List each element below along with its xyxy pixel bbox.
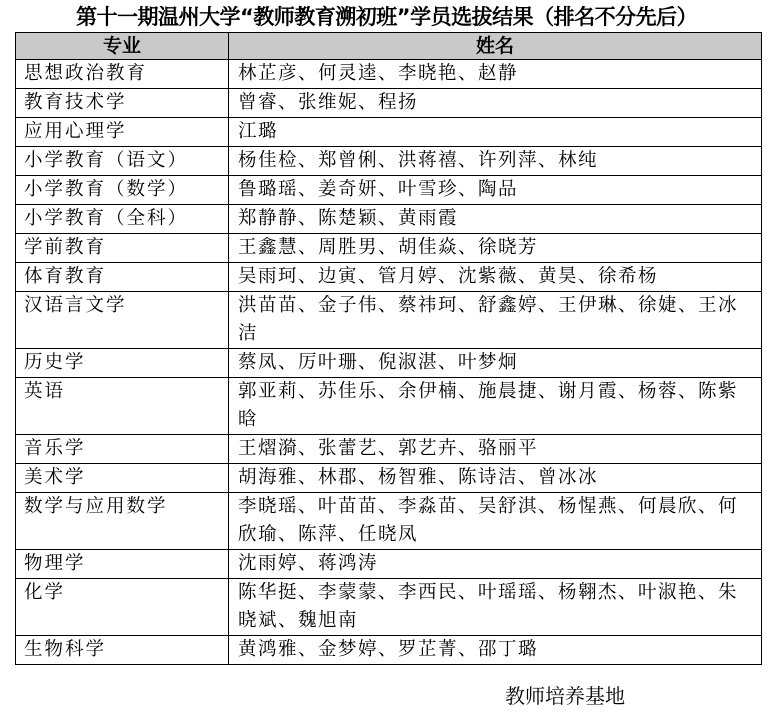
cell-names: 郭亚莉、苏佳乐、余伊楠、施晨捷、谢月霞、杨蓉、陈紫晗	[229, 378, 762, 435]
table-row	[16, 89, 762, 118]
cell-major: 音乐学	[16, 435, 229, 464]
table-header-row	[16, 33, 762, 60]
cell-major: 教育技术学	[16, 89, 229, 118]
cell-names: 王熠漪、张蕾艺、郭艺卉、骆丽平	[229, 435, 762, 464]
table-row	[16, 205, 762, 234]
cell-major: 物理学	[16, 550, 229, 579]
cell-major: 体育教育	[16, 263, 229, 292]
table-row	[16, 292, 762, 349]
cell-names: 胡海雅、林郡、杨智雅、陈诗洁、曾冰冰	[229, 464, 762, 493]
cell-names: 江璐	[229, 118, 762, 147]
cell-names: 林芷彦、何灵逵、李晓艳、赵静	[229, 60, 762, 89]
cell-names: 洪苗苗、金子伟、蔡祎珂、舒鑫婷、王伊琳、徐婕、王冰洁	[229, 292, 762, 349]
table-row	[16, 550, 762, 579]
table-row	[16, 147, 762, 176]
table-row	[16, 636, 762, 665]
cell-names: 王鑫慧、周胜男、胡佳焱、徐晓芳	[229, 234, 762, 263]
cell-major: 小学教育（数学）	[16, 176, 229, 205]
cell-names: 蔡凤、厉叶珊、倪淑湛、叶梦炯	[229, 349, 762, 378]
cell-major: 英语	[16, 378, 229, 435]
cell-names: 杨佳检、郑曾俐、洪蒋禧、许列萍、林纯	[229, 147, 762, 176]
cell-major: 汉语言文学	[16, 292, 229, 349]
cell-major: 数学与应用数学	[16, 493, 229, 550]
results-table	[15, 32, 762, 665]
table-row	[16, 349, 762, 378]
cell-names: 沈雨婷、蒋鸿涛	[229, 550, 762, 579]
column-header-major: 专业	[16, 33, 229, 60]
table-row	[16, 464, 762, 493]
cell-names: 黄鸿雅、金梦婷、罗芷菁、邵丁璐	[229, 636, 762, 665]
page-title: 第十一期温州大学“教师教育溯初班”学员选拔结果（排名不分先后）	[76, 5, 698, 29]
cell-names: 鲁璐瑶、姜奇妍、叶雪珍、陶品	[229, 176, 762, 205]
cell-names: 陈华挺、李蒙蒙、李西民、叶瑶瑶、杨翱杰、叶淑艳、朱晓斌、魏旭南	[229, 579, 762, 636]
cell-names: 吴雨珂、边寅、管月婷、沈紫薇、黄昊、徐希杨	[229, 263, 762, 292]
cell-major: 思想政治教育	[16, 60, 229, 89]
cell-major: 生物科学	[16, 636, 229, 665]
cell-major: 美术学	[16, 464, 229, 493]
cell-major: 化学	[16, 579, 229, 636]
column-header-names: 姓名	[229, 33, 762, 60]
table-row	[16, 579, 762, 636]
cell-names: 曾睿、张维妮、程扬	[229, 89, 762, 118]
table-row	[16, 378, 762, 435]
table-row	[16, 118, 762, 147]
table-row	[16, 263, 762, 292]
cell-major: 小学教育（语文）	[16, 147, 229, 176]
table-row	[16, 60, 762, 89]
cell-major: 历史学	[16, 349, 229, 378]
table-row	[16, 234, 762, 263]
table-row	[16, 435, 762, 464]
cell-names: 李晓瑶、叶苗苗、李淼苗、吴舒淇、杨惺燕、何晨欣、何欣瑜、陈萍、任晓凤	[229, 493, 762, 550]
table-row	[16, 493, 762, 550]
cell-major: 应用心理学	[16, 118, 229, 147]
cell-major: 学前教育	[16, 234, 229, 263]
table-row	[16, 176, 762, 205]
cell-names: 郑静静、陈楚颖、黄雨霞	[229, 205, 762, 234]
cell-major: 小学教育（全科）	[16, 205, 229, 234]
footer-signature: 教师培养基地	[505, 684, 625, 708]
